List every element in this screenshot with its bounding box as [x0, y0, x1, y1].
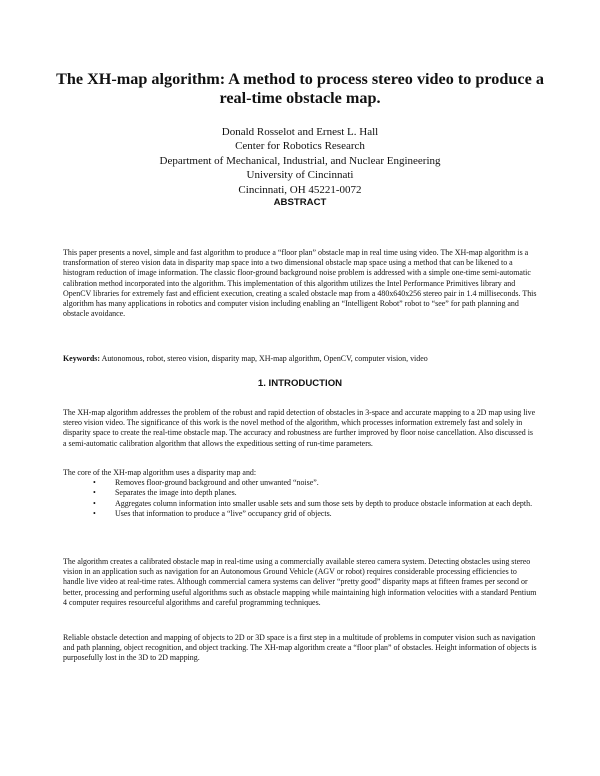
author-university: University of Cincinnati	[246, 169, 354, 182]
author-department: Department of Mechanical, Industrial, and Nuclear Engineering	[159, 154, 441, 167]
keywords-line	[63, 354, 538, 364]
abstract-body	[63, 248, 538, 319]
abstract-heading: ABSTRACT	[273, 197, 327, 208]
abstract-text: This paper presents a novel, simple and fast algorithm to produce a “floor plan” obstacle map in real time using video. The XH-map algorithm is a transformation of stereo vision data in disparity map space into a two dimensional obstacle map space using a method that can be likened to a histogram reduction of image information. The classic floor-ground background noise problem is addressed with a simple one-time semi-automatic calibration method incorporated into the algorithm. This implementation of this algorithm utilizes the Intel Performance Primitives library and OpenCV libraries for extremely fast and efficient execution, creating a scaled obstacle map from a 480x640x256 stereo pair in 1.4 milliseconds. This algorithm has many applications in robotics and computer vision including enabling an “Intelligent Robot” robot to “see” for path planning and obstacle avoidance.	[63, 248, 537, 319]
intro-paragraph-1-text: The XH-map algorithm addresses the problem of the robust and rapid detection of obstacles in 3-space and accurate mapping to a 2D map using live stereo vision video. The significance of this work is the novel method of the algorithm, which processes information extremely fast and solely in disparity space to create the real-time obstacle map. The accuracy and robustness are further improved by floor noise cancellation. Also discussed is a semi-automatic calibration algorithm that allows the expeditious setting of run-time parameters.	[63, 408, 536, 448]
intro-paragraph-1	[63, 408, 538, 449]
introduction-heading: 1. INTRODUCTION	[257, 378, 343, 389]
bullet-icon: •	[93, 498, 96, 508]
intro-paragraph-2	[63, 557, 538, 608]
core-intro-text: The core of the XH-map algorithm uses a disparity map and:	[63, 468, 257, 477]
intro-paragraph-2-text: The algorithm creates a calibrated obstacle map in real-time using a commercially available stereo camera system. Detecting obstacles using stereo vision in an application such as navigation for an Autonomous Ground Vehicle (AGV or robot) requires considerable processing efficiencies to handle live video at real-time rates. Although commercial camera systems can deliver “pretty good” disparity maps at fifteen frames per second or better, processing and performing useful algorithms such as obstacle mapping while maintaining high information velocities with a standard Pentium 4 computer requires resourceful algorithms and careful programming techniques.	[63, 557, 537, 607]
core-bullet-list	[63, 478, 538, 519]
list-item: • Separates the image into depth planes.	[93, 488, 237, 498]
keywords-text: Autonomous, robot, stereo vision, disparity map, XH-map algorithm, OpenCV, computer vision, video	[101, 354, 428, 363]
author-names: Donald Rosselot and Ernest L. Hall	[221, 126, 379, 138]
list-item: • Aggregates column information into smaller usable sets and sum those sets by depth to produce obstacle information at each depth.	[93, 498, 533, 508]
author-block	[60, 125, 540, 197]
intro-paragraph-3-text: Reliable obstacle detection and mapping of objects to 2D or 3D space is a first step in a multitude of problems in computer vision such as navigation and path planning, object recognition, and object tracking. The XH-map algorithm create a “floor plan” of obstacles. Height information of objects is purposefully lost in the 3D to 2D mapping.	[63, 633, 537, 663]
bullet-icon: •	[93, 488, 96, 498]
keywords-label: Keywords:	[63, 354, 101, 363]
bullet-icon: •	[93, 478, 96, 488]
paper-title: The XH-map algorithm: A method to process stereo video to produce a real-time obstacle map.	[56, 70, 544, 107]
list-item: • Uses that information to produce a “live” occupancy grid of objects.	[93, 508, 332, 518]
author-city: Cincinnati, OH 45221-0072	[238, 183, 362, 196]
author-center: Center for Robotics Research	[235, 140, 365, 153]
list-item: • Removes floor-ground background and other unwanted “noise”.	[93, 478, 319, 488]
bullet-icon: •	[93, 508, 96, 518]
intro-paragraph-3	[63, 633, 538, 664]
core-list-block	[63, 468, 538, 519]
